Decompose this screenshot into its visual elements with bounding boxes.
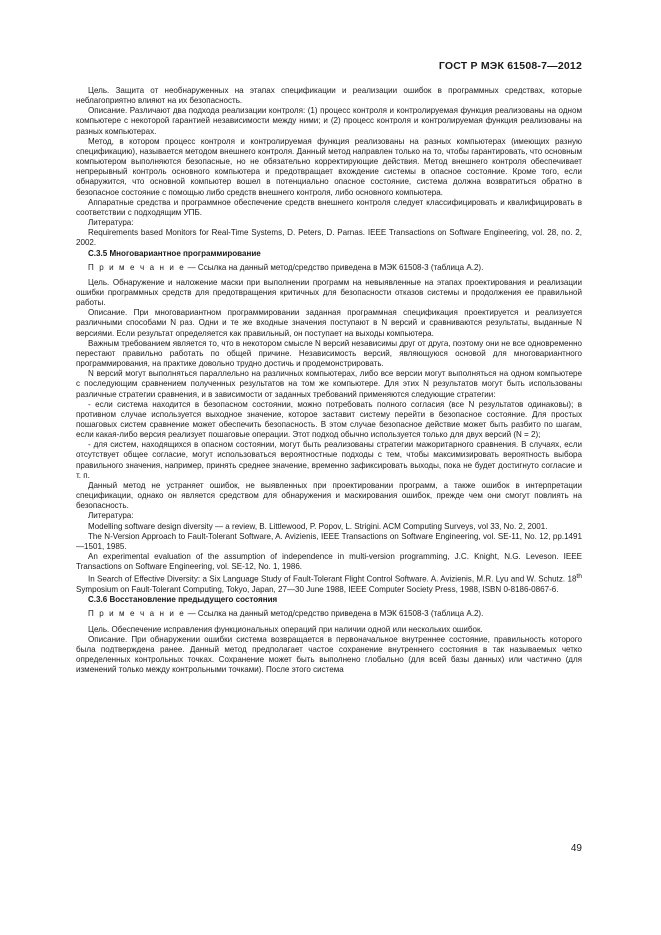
paragraph-description: Описание. При многовариантном программировании заданная программная спецификация проектируется и реализуется различными способами N раз. Одни и те же входные значения поступают в N версий и сравниваются результаты, выданные N версиями. Если результат определяется как правильный, он поступает на выходы компьютера. [76,308,582,338]
page-number: 49 [570,843,582,854]
paragraph-description: Описание. Различают два подхода реализации контроля: (1) процесс контроля и контролируемая функция реализованы на одном компьютере с некоторой гарантией независимости между ними; и (2) процесс контроля и контролируемая функция реализованы на разных компьютерах. [76,106,582,136]
reference-item: Modelling software design diversity — a review, B. Littlewood, P. Popov, L. Strigini. ACM Computing Surveys, vol 33, No. 2, 2001. [88,521,548,531]
note-text: — Ссылка на данный метод/средство приведена в МЭК 61508-3 (таблица А.2). [185,609,484,619]
literature-label: Литература: [88,511,134,521]
document-header: ГОСТ Р МЭК 61508-7—2012 [438,60,582,72]
paragraph-hardware-software: Аппаратные средства и программное обеспечение средств внешнего контроля следует классифицировать и квалифицировать в соответствии с подходящим УПБ. [76,197,582,217]
literature-label: Литература: [88,218,134,228]
paragraph-goal: Цель. Обеспечение исправления функциональных операций при наличии одной или нескольких ошибок. [88,624,483,634]
section-title-c36: C.3.6 Восстановление предыдущего состояния [88,595,278,605]
paragraph-strategies: N версий могут выполняться параллельно на различных компьютерах, либо все версии могут выполняться на одном компьютере с последующим сравнением полученных результатов на том же компьютере. Для этих N результатов могут быть использованы различные стратегии сравнения, и в зависимости от заданных требований применяются следующие стратегии: [76,369,582,399]
note-text: — Ссылка на данный метод/средство приведена в МЭК 61508-3 (таблица А.2). [185,262,484,272]
reference-item: Requirements based Monitors for Real-Time Systems, D. Peters, D. Parnas. IEEE Transactions on Software Engineering, vol. 28, no. 2, 2002. [76,228,582,248]
reference-item [76,572,582,595]
reference-text: Symposium on Fault-Tolerant Computing, Tokyo, Japan, 27—30 June 1988, IEEE Computer Society Press, 1988, ISBN 0-8186-0867-6. [76,585,559,595]
paragraph-limitations: Данный метод не устраняет ошибок, не выявленных при проектировании программ, а также ошибок в интерпретации спецификации, однако он является средством для обнаружения и маскирования ошибок, прежде чем они смогут повлиять на безопасность. [76,480,582,511]
list-item-unsafe-state: - для систем, находящихся в опасном состоянии, могут быть реализованы стратегии мажоритарного сравнения. В случаях, если отсутствует общее согласие, могут использоваться вероятностные подходы с тем, чтобы максимизировать вероятность выбора правильного значения, например, принять среднее значение, временно зафиксировать выходы, пока не будет достигнуто согласие и т. п. [76,440,582,480]
reference-item: An experimental evaluation of the assumption of independence in multi-version programming, J.C. Knight, N.G. Leveson. IEEE Transactions on Software Engineering, vol. SE-12, No. 1, 1986. [76,552,582,572]
note [76,609,582,619]
note-label: П р и м е ч а н и е [88,262,186,272]
paragraph-goal: Цель. Обнаружение и наложение маски при выполнении программ на невыявленные на этапах проектирования и реализации ошибки программных средств для предотвращения критичных для безопасности отказов системы и продолжения ее правильной работы. [76,277,582,308]
document-body [76,86,582,675]
list-item-safe-state: - если система находится в безопасном состоянии, можно потребовать полного согласия (все N результатов одинаковы); в противном случае используется выходное значение, которое заставит систему перейти в безопасное состояние. Для простых пошаговых систем сравнение может обеспечить безопасность. В этом случае безопасное действие может быть разбито по шагам, если какая-либо версия реализует пошаговые операции. Этот подход обычно используется только для двух версий (N = 2); [76,399,582,440]
reference-text: In Search of Effective Diversity: a Six Language Study of Fault-Tolerant Flight Control Software. A. Avizienis, M.R. Lyu and W. Schutz. 18 [88,575,577,585]
note [76,263,582,273]
paragraph-goal: Цель. Защита от необнаруженных на этапах спецификации и реализации ошибок в программных средствах, которые неблагоприятно влияют на их безопасность. [76,86,582,106]
reference-superscript: th [576,573,582,581]
paragraph-independence: Важным требованием является то, что в некотором смысле N версий независимы друг от друга, поэтому они не все одновременно перестают правильно работать по общей причине. Независимость версий, являющуюся основой для многовариантного программирования, на практике довольно трудно достичь и продемонстрировать. [76,338,582,369]
note-label: П р и м е ч а н и е [88,609,186,619]
section-title-c35: C.3.5 Многовариантное программирование [88,248,261,258]
paragraph-external-monitor: Метод, в котором процесс контроля и контролируемая функция реализованы на разных компьютерах (имеющих разную спецификацию), называется методом внешнего контроля. Данный метод направлен только на то, чтобы гарантировать, что основным компьютером выполняются безопасные, но не обязательно корректирующие действия. Метод внешнего контроля обеспечивает непрерывный контроль основного компьютера и предотвращает вхождение системы в опасное состояние. Кроме того, если обнаружится, что основной компьютер вошел в потенциально опасное состояние, система должна возвратиться обратно в безопасное состояние с помощью либо средств внешнего контроля, либо основного компьютера. [76,136,582,197]
paragraph-description: Описание. При обнаружении ошибки система возвращается в первоначальное внутреннее состояние, правильность которого была подтверждена ранее. Данный метод предполагает частое сохранение внутреннего состояния в так называемых четко определенных контрольных точках. Сохранение может быть выполнено глобально (для всей базы данных) или частично (для изменений только между контрольными точками). После этого система [76,634,582,675]
reference-item: The N-Version Approach to Fault-Tolerant Software, A. Avizienis, IEEE Transactions on Software Engineering, vol. SE-11, No. 12, pp.1491—1501, 1985. [76,531,582,551]
